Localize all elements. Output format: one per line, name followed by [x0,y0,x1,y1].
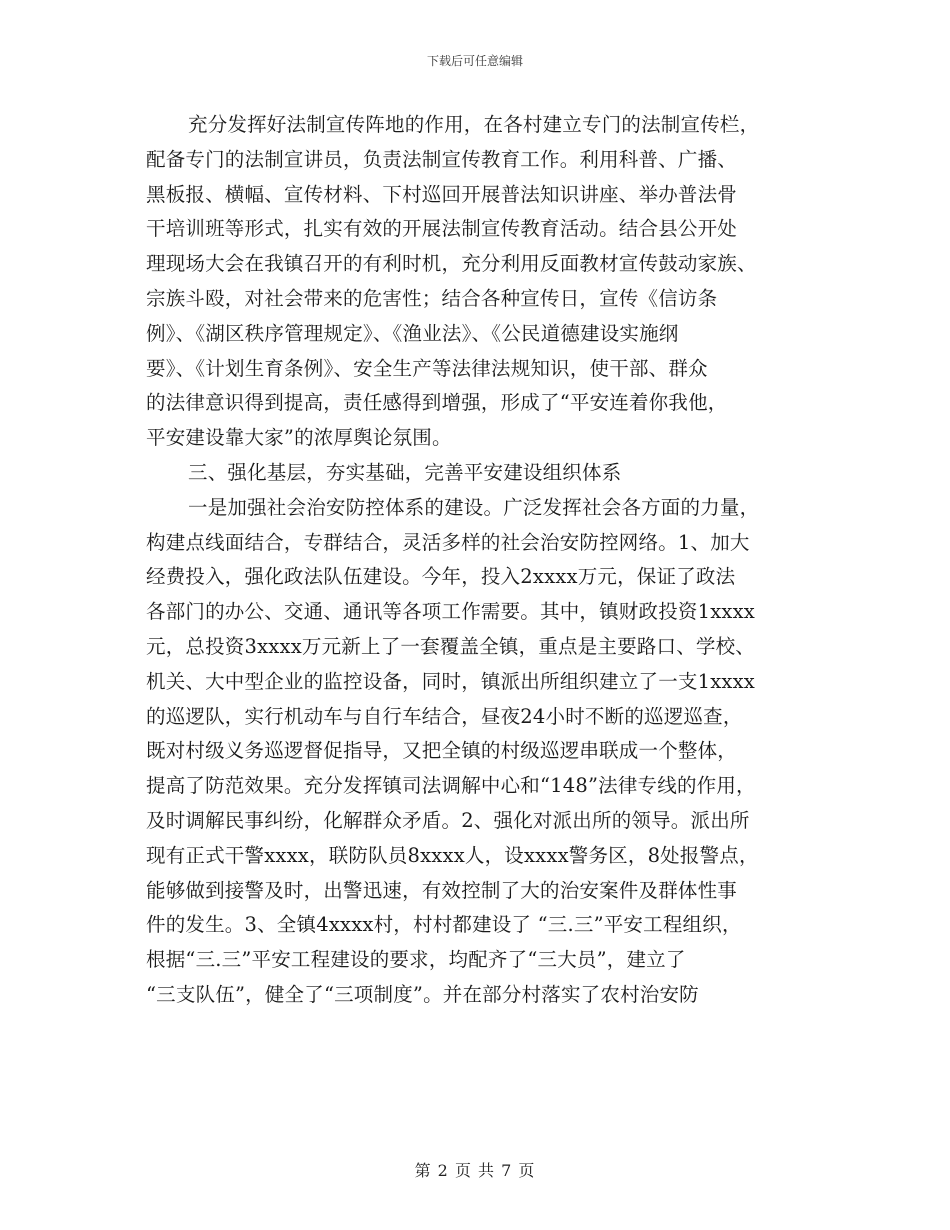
paragraph-line: 构建点线面结合，专群结合，灵活多样的社会治安防控网络。1、加大 [146,530,750,554]
paragraph-line: 黑板报、横幅、宣传材料、下村巡回开展普法知识讲座、举办普法骨 [146,182,738,206]
page-number: 第 2 页 共 7 页 [414,1161,536,1180]
paragraph-line: 经费投入，强化政法队伍建设。今年，投入2xxxx万元，保证了政法 [146,565,736,589]
paragraph-line: 既对村级义务巡逻督促指导，又把全镇的村级巡逻串联成一个整体， [146,739,738,763]
document-body [146,108,816,1013]
paragraph-line: 及时调解民事纠纷，化解群众矛盾。2、强化对派出所的领导。派出所 [146,808,750,832]
paragraph-line: 配备专门的法制宣讲员，负责法制宣传教育工作。利用科普、广播、 [146,147,738,171]
paragraph-line: 一是加强社会治安防控体系的建设。广泛发挥社会各方面的力量， [188,495,760,519]
paragraph-line: 充分发挥好法制宣传阵地的作用，在各村建立专门的法制宣传栏， [188,113,760,136]
section-heading: 三、强化基层，夯实基础，完善平安建设组织体系 [188,460,622,484]
paragraph-line: “三支队伍”，健全了“三项制度”。并在部分村落实了农村治安防 [146,982,699,1006]
page-header: 下载后可任意编辑 [426,54,523,68]
paragraph-line: 干培训班等形式，扎实有效的开展法制宣传教育活动。结合县公开处 [146,217,738,241]
paragraph-line: 的巡逻队，实行机动车与自行车结合，昼夜24小时不断的巡逻巡查， [146,704,743,728]
paragraph-line: 平安建设靠大家”的浓厚舆论氛围。 [146,426,452,450]
paragraph-line: 机关、大中型企业的监控设备，同时，镇派出所组织建立了一支1xxxx [146,669,755,693]
paragraph-line: 理现场大会在我镇召开的有利时机，充分利用反面教材宣传鼓动家族、 [146,252,757,276]
paragraph-line: 现有正式干警xxxx，联防队员8xxxx人，设xxxx警务区，8处报警点， [146,843,759,867]
paragraph-line: 例》、《湖区秩序管理规定》、《渔业法》、《公民道德建设实施纲 [146,321,679,345]
paragraph-line: 的法律意识得到提高，责任感得到增强，形成了“平安连着你我他， [146,391,728,415]
paragraph-line: 各部门的办公、交通、通讯等各项工作需要。其中，镇财政投资1xxxx [146,600,755,624]
paragraph-line: 根据“三.三”平安工程建设的要求，均配齐了“三大员”，建立了 [146,948,686,972]
paragraph-line: 件的发生。3、全镇4xxxx村，村村都建设了 “三.三”平安工程组织， [146,913,742,937]
paragraph-line: 宗族斗殴，对社会带来的危害性；结合各种宣传日，宣传《信访条 [146,286,718,310]
paragraph-line: 能够做到接警及时，出警迅速，有效控制了大的治安案件及群体性事 [146,878,738,902]
paragraph-line: 要》、《计划生育条例》、安全生产等法律法规知识，使干部、群众 [146,356,708,380]
paragraph-line: 提高了防范效果。充分发挥镇司法调解中心和“148”法律专线的作用， [146,774,756,798]
paragraph-line: 元，总投资3xxxx万元新上了一套覆盖全镇，重点是主要路口、学校、 [146,634,755,658]
